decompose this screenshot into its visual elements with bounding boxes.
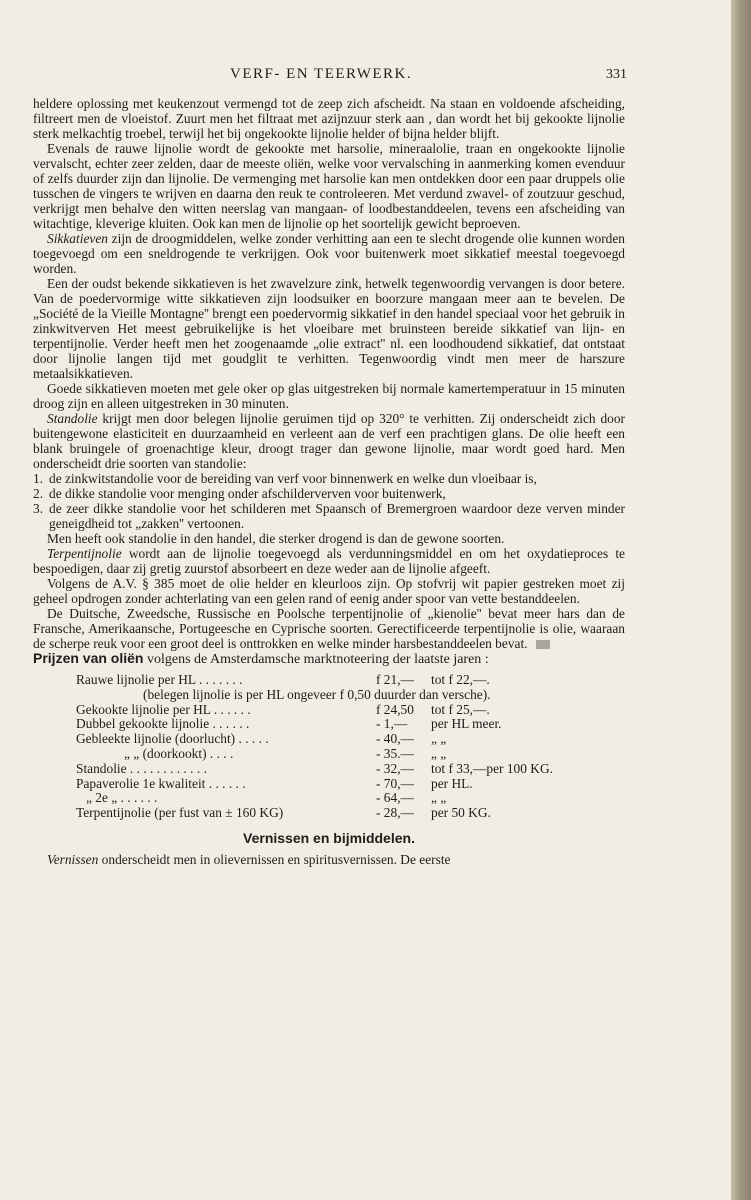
price-note-row — [76, 688, 625, 703]
page-header — [0, 64, 731, 88]
paragraph-terpentijnolie — [33, 546, 625, 576]
price-value: - 40,— — [376, 731, 414, 747]
price-extra: per HL meer. — [431, 716, 502, 732]
price-extra: „ „ — [431, 790, 447, 806]
price-item: Papaverolie 1e kwaliteit . . . . . . — [76, 776, 246, 791]
price-extra: per HL. — [431, 775, 473, 791]
running-title: VERF- EN TEERWERK. — [230, 66, 413, 82]
price-row — [76, 732, 625, 747]
standolie-text: krijgt men door belegen lijnolie geruimen tijd op 320° te verhitten. Zij onderscheidt zich door buitengewone elasticiteit en duurzaamheid en verleent aan de verf een prachtigen glans. De olie heeft een blank bruingele of groenachtige kleur, droogt trager dan gewone lijnolie, maar wordt goed hard. Men onderscheidt drie soorten van standolie: — [33, 411, 625, 471]
price-extra: „ „ — [431, 731, 447, 747]
term-vernissen: Vernissen — [47, 851, 99, 867]
list-item-number: 3. — [33, 501, 44, 516]
price-value: - 64,— — [376, 790, 414, 806]
price-row — [76, 703, 625, 718]
price-row — [76, 762, 625, 777]
list-item — [33, 486, 625, 501]
price-extra: per 50 KG. — [431, 805, 491, 821]
price-extra: tot f 22,—. — [431, 672, 490, 687]
paragraph-sikkatieven — [33, 231, 625, 276]
term-terpentijnolie: Terpentijnolie — [47, 546, 122, 561]
list-item-number: 2. — [33, 486, 44, 501]
price-item: Gekookte lijnolie per HL . . . . . . — [76, 702, 251, 717]
list-item-text: de zeer dikke standolie voor het schilderen met Spaansch of Bremergroen waardoor deze verven minder geneigdheid tot „zakken'' vertoonen. — [49, 501, 625, 531]
price-table — [76, 673, 625, 821]
paragraph-filtration: heldere oplossing met keukenzout vermengd tot de zeep zich afscheidt. Na staan en voldoende afscheiding, filtreert men de vloeistof. Zuurt men het filtraat met azijnzuur sterk aan , dan wordt het bij gekookte lijnolie sterk melkachtig troebel, terwijl het bij ongekookte lijnolie helder of bijna helder blijft. — [33, 96, 625, 141]
page-edge — [731, 0, 751, 1200]
paragraph-standolie — [33, 411, 625, 471]
paragraph-adulteration: Evenals de rauwe lijnolie wordt de gekookte met harsolie, mineraalolie, traan en ongekookte lijnolie vervalscht, echter zeer zelden, daar de meeste oliën, welke voor vervalsching in aanmerking komen evenduur of zelfs duurder zijn dan lijnolie. De vermenging met harsolie kan men ontdekken door een paar druppels olie tusschen de vingers te wrijven en daarna den reuk te controleeren. Met verdund zwavel- of zoutzuur geschud, verkrijgt men behalve den witten neerslag van mangaan- of loodbestanddeelen, tevens een afscheiding van witachtige, kleverige kluiten. Ook kan men de lijnolie op het soortelijk gewicht beproeven. — [33, 141, 625, 231]
price-extra: „ „ — [431, 745, 447, 761]
price-value: f 21,— — [376, 672, 414, 687]
price-item: „ 2e „ . . . . . . — [86, 791, 158, 806]
price-extra: tot f 33,—per 100 KG. — [431, 760, 553, 776]
paragraph-standolie-trade: Men heeft ook standolie in den handel, die sterker drogend is dan de gewone soorten. — [47, 531, 505, 546]
terpentijnolie-text: wordt aan de lijnolie toegevoegd als verdunningsmiddel en om het oxydatieproces te bespoedigen, daar zij gretig zuurstof absorbeert en deze weder aan de lijnolie afgeeft. — [33, 546, 625, 576]
price-extra: tot f 25,—. — [431, 701, 490, 717]
price-value: - 1,— — [376, 716, 408, 732]
price-row — [76, 717, 625, 732]
term-sikkatieven: Sikkatieven — [47, 231, 108, 246]
price-note: (belegen lijnolie is per HL ongeveer f 0,50 duurder dan versche). — [143, 686, 491, 702]
price-item: Standolie . . . . . . . . . . . . — [76, 761, 207, 776]
list-item — [33, 501, 625, 531]
price-row — [76, 747, 625, 762]
price-item: Terpentijnolie (per fust van ± 160 KG) — [76, 806, 284, 821]
list-item — [33, 471, 625, 486]
paragraph-av-requirement: Volgens de A.V. § 385 moet de olie helder en kleurloos zijn. Op stofvrij wit papier gestreken moet zij geheel opdrogen zonder achterlating van een gelen rand of eenig ander spoor van vette bestanddeelen. — [33, 576, 625, 606]
section-title: Vernissen en bijmiddelen. — [243, 829, 415, 846]
paragraph-sikkatieven-test: Goede sikkatieven moeten met gele oker op glas uitgestreken bij normale kamertemperatuur in 15 minuten droog zijn en alleen uitgestreken in 30 minuten. — [33, 381, 625, 411]
price-item: Rauwe lijnolie per HL . . . . . . . — [76, 673, 243, 687]
price-value: - 28,— — [376, 805, 414, 821]
price-item: „ „ (doorkookt) . . . . — [124, 746, 234, 761]
price-value: - 32,— — [376, 760, 414, 776]
prices-heading-bold: Prijzen van oliën — [33, 650, 144, 666]
sikkatieven-text: zijn de droogmiddelen, welke zonder verhitting aan een te slecht drogende olie kunnen worden toegevoegd om een sneldrogende te verkrijgen. Ook voor buitenwerk moet sikkatief meestal toegevoegd worden. — [33, 231, 625, 276]
standolie-list — [33, 471, 625, 531]
price-row — [76, 806, 625, 821]
list-item-text: de dikke standolie voor menging onder afschilderverven voor buitenwerk, — [49, 486, 446, 501]
terpentijnolie-origins-text: De Duitsche, Zweedsche, Russische en Poolsche terpentijnolie of „kienolie'' bevat meer hars dan de Fransche, Amerikaansche, Portugeesche en Cyprische soorten. Gerectificeerde terpentijnolie is olie, waaraan de scherpe reuk voor een groot deel is onttrokken en welke minder harsbestanddeelen bevat. — [33, 606, 625, 651]
price-value: - 35.— — [376, 745, 414, 761]
price-value: - 70,— — [376, 775, 414, 791]
paragraph-sikkatieven-history: Een der oudst bekende sikkatieven is het zwavelzure zink, hetwelk tegenwoordig vervangen is door betere. Van de poedervormige witte sikkatieven zijn loodsuiker en boorzure mangaan meer aan te bevelen. De „Société de la Vieille Montagne'' brengt een poedervormig sikkatief in den handel speciaal voor het gebruik in zinkwitverven Het meest gebruikelijke is het vloeibare met bruinsteen bereide sikkatief van lijn- en terpentijnolie. Verder heeft men het zoogenaamde „olie extract'' nl. een loodhoudend sikkatief, dat ontstaat door lijnolie langen tijd met goudglit te verhitten. Tegenwoordig vindt men meer de harszure metaalsikkatieven. — [33, 276, 625, 381]
price-item: Gebleekte lijnolie (doorlucht) . . . . . — [76, 732, 269, 747]
price-value: f 24,50 — [376, 701, 414, 717]
page-body — [33, 96, 625, 867]
price-row — [76, 791, 625, 806]
paragraph-vernissen — [33, 852, 625, 867]
term-standolie: Standolie — [47, 411, 98, 426]
list-item-number: 1. — [33, 471, 44, 486]
vernissen-text: onderscheidt men in olievernissen en spiritusvernissen. De eerste — [98, 851, 451, 867]
price-row — [76, 777, 625, 792]
price-item: Dubbel gekookte lijnolie . . . . . . — [76, 717, 250, 732]
list-item-text: de zinkwitstandolie voor de bereiding van verf voor binnenwerk en welke dun vloeibaar is, — [49, 471, 537, 486]
paragraph-terpentijnolie-origins — [33, 606, 625, 651]
prices-heading — [33, 651, 625, 667]
prices-heading-rest: volgens de Amsterdamsche marktnoteering der laatste jaren : — [143, 652, 489, 667]
price-row — [76, 673, 625, 688]
page-number: 331 — [606, 67, 627, 82]
ink-smudge — [536, 640, 550, 649]
